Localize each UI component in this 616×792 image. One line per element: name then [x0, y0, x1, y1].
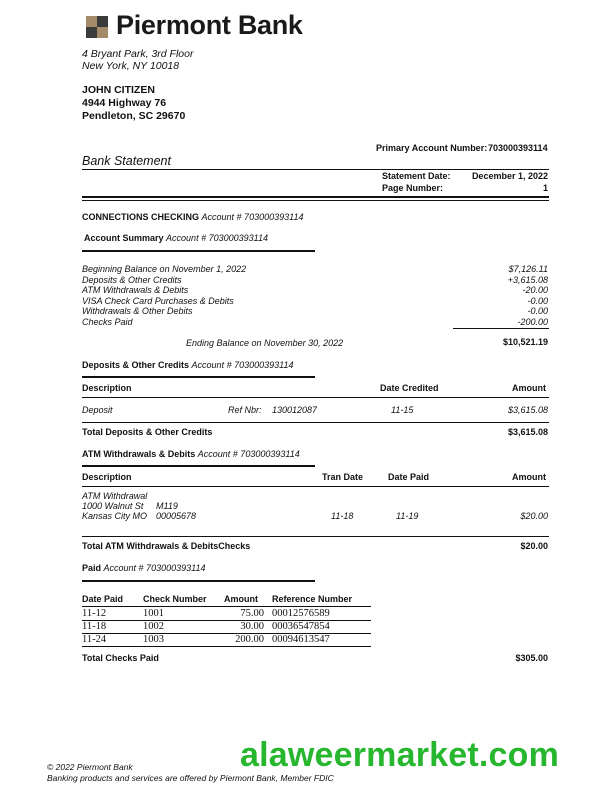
- summary-row-value: -200.00: [517, 317, 548, 327]
- summary-row-value: +3,615.08: [507, 275, 548, 285]
- summary-row-label: Checks Paid: [82, 317, 133, 327]
- check-row-reference: 00094613547: [272, 634, 330, 645]
- atm-tran-date: 11-18: [331, 511, 354, 521]
- customer-address-line2: Pendleton, SC 29670: [82, 110, 186, 122]
- deposits-total-value: $3,615.08: [507, 427, 548, 437]
- checks-account-ref: Account # 703000393114: [103, 563, 206, 573]
- check-row-reference: 00036547854: [272, 621, 330, 632]
- deposits-col-date: Date Credited: [380, 383, 439, 393]
- primary-account-label: Primary Account Number:: [376, 143, 488, 153]
- checks-header-rule: [82, 606, 371, 607]
- atm-col-description: Description: [82, 472, 132, 482]
- deposits-total-rule: [82, 422, 549, 423]
- footer-copyright: © 2022 Piermont Bank: [47, 762, 133, 772]
- deposit-amount: $3,615.08: [507, 405, 548, 415]
- check-row-number: 1001: [143, 608, 164, 619]
- check-row-amount: 30.00: [240, 621, 264, 632]
- bank-address-line1: 4 Bryant Park, 3rd Floor: [82, 48, 194, 60]
- check-row-amount: 75.00: [240, 608, 264, 619]
- atm-line2a: 1000 Walnut St: [82, 501, 144, 511]
- summary-total-rule: [453, 328, 549, 329]
- atm-total-rule: [82, 536, 549, 537]
- deposits-col-description: Description: [82, 383, 132, 393]
- check-row-amount: 200.00: [235, 634, 264, 645]
- summary-row-label: Withdrawals & Other Debits: [82, 306, 193, 316]
- check-row-date: 11-18: [82, 621, 107, 632]
- checks-col-amount: Amount: [224, 594, 258, 604]
- atm-col-date-paid: Date Paid: [388, 472, 430, 482]
- summary-rule: [82, 250, 315, 252]
- checking-title: CONNECTIONS CHECKING: [82, 212, 200, 222]
- primary-account-value: 703000393114: [488, 143, 548, 153]
- summary-row-value: -0.00: [527, 306, 548, 316]
- statement-date-label: Statement Date:: [382, 171, 451, 181]
- header-divider: [82, 169, 549, 170]
- checks-col-date-paid: Date Paid: [82, 594, 124, 604]
- footer-disclaimer: Banking products and services are offered by Piermont Bank, Member FDIC: [47, 773, 334, 783]
- checks-total-value: $305.00: [515, 653, 548, 663]
- page-number-label: Page Number:: [382, 183, 444, 193]
- summary-account-ref: Account # 703000393114: [166, 233, 268, 243]
- double-rule-top: [82, 196, 549, 198]
- atm-amount: $20.00: [520, 511, 548, 521]
- check-row-reference: 00012576589: [272, 608, 330, 619]
- checks-col-reference: Reference Number: [272, 594, 353, 604]
- atm-heading: [82, 449, 300, 459]
- checks-col-check-number: Check Number: [143, 594, 207, 604]
- atm-col-tran-date: Tran Date: [322, 472, 364, 482]
- check-row-number: 1002: [143, 621, 164, 632]
- check-row-date: 11-24: [82, 634, 107, 645]
- check-row-number: 1003: [143, 634, 164, 645]
- check-row-date: 11-12: [82, 608, 107, 619]
- summary-row-value: $7,126.11: [508, 264, 548, 274]
- atm-line3b: 00005678: [156, 511, 197, 521]
- deposits-total-label: Total Deposits & Other Credits: [82, 427, 213, 437]
- deposits-header-rule: [82, 397, 549, 398]
- statement-date-value: December 1, 2022: [471, 171, 548, 181]
- atm-total-value: $20.00: [520, 541, 548, 551]
- bank-name: Piermont Bank: [116, 10, 303, 40]
- checks-total-label: Total Checks Paid: [82, 653, 159, 663]
- summary-row-label: ATM Withdrawals & Debits: [82, 285, 189, 295]
- deposits-title: Deposits & Other Credits: [82, 360, 190, 370]
- deposits-account-ref: Account # 703000393114: [191, 360, 294, 370]
- page-number-value: 1: [542, 183, 548, 193]
- bank-address-line2: New York, NY 10018: [82, 60, 180, 72]
- summary-row-value: -0.00: [527, 296, 548, 306]
- summary-row-value: -20.00: [522, 285, 548, 295]
- atm-line3a: Kansas City MO: [82, 511, 148, 521]
- summary-heading: [84, 233, 268, 243]
- deposit-date: 11-15: [391, 405, 414, 415]
- customer-address-line1: 4944 Highway 76: [82, 97, 167, 109]
- ending-balance-value: $10,521.19: [502, 337, 548, 347]
- summary-row-label: VISA Check Card Purchases & Debits: [82, 296, 234, 306]
- bank-logo-icon: [86, 16, 108, 38]
- customer-name: JOHN CITIZEN: [82, 84, 155, 96]
- deposits-col-amount: Amount: [512, 383, 546, 393]
- summary-title: Account Summary: [84, 233, 164, 243]
- atm-line1: ATM Withdrawal: [82, 491, 148, 501]
- statement-title: Bank Statement: [82, 154, 171, 168]
- watermark: alaweermarket.com: [240, 736, 560, 774]
- summary-row-label: Deposits & Other Credits: [82, 275, 182, 285]
- atm-total-label: Total ATM Withdrawals & DebitsChecks: [82, 541, 251, 551]
- atm-header-rule: [82, 486, 549, 487]
- deposit-ref-label: Ref Nbr:: [228, 405, 262, 415]
- ending-balance-label: Ending Balance on November 30, 2022: [186, 338, 344, 348]
- checking-heading: [82, 212, 303, 222]
- checks-title: Paid: [82, 563, 102, 573]
- summary-row-label: Beginning Balance on November 1, 2022: [82, 264, 247, 274]
- checks-title-rule: [82, 580, 315, 582]
- deposit-ref-value: 130012087: [272, 405, 318, 415]
- deposits-heading: [82, 360, 293, 370]
- double-rule-bottom: [82, 200, 549, 201]
- atm-col-amount: Amount: [512, 472, 546, 482]
- check-row-rule: [82, 646, 371, 647]
- atm-title-rule: [82, 465, 315, 467]
- atm-title: ATM Withdrawals & Debits: [82, 449, 196, 459]
- atm-line2b: M119: [156, 501, 178, 511]
- checking-account-ref: Account # 703000393114: [201, 212, 304, 222]
- atm-date-paid: 11-19: [396, 511, 419, 521]
- checks-heading: [82, 563, 205, 573]
- deposits-title-rule: [82, 376, 315, 378]
- deposit-description: Deposit: [82, 405, 113, 415]
- atm-account-ref: Account # 703000393114: [197, 449, 300, 459]
